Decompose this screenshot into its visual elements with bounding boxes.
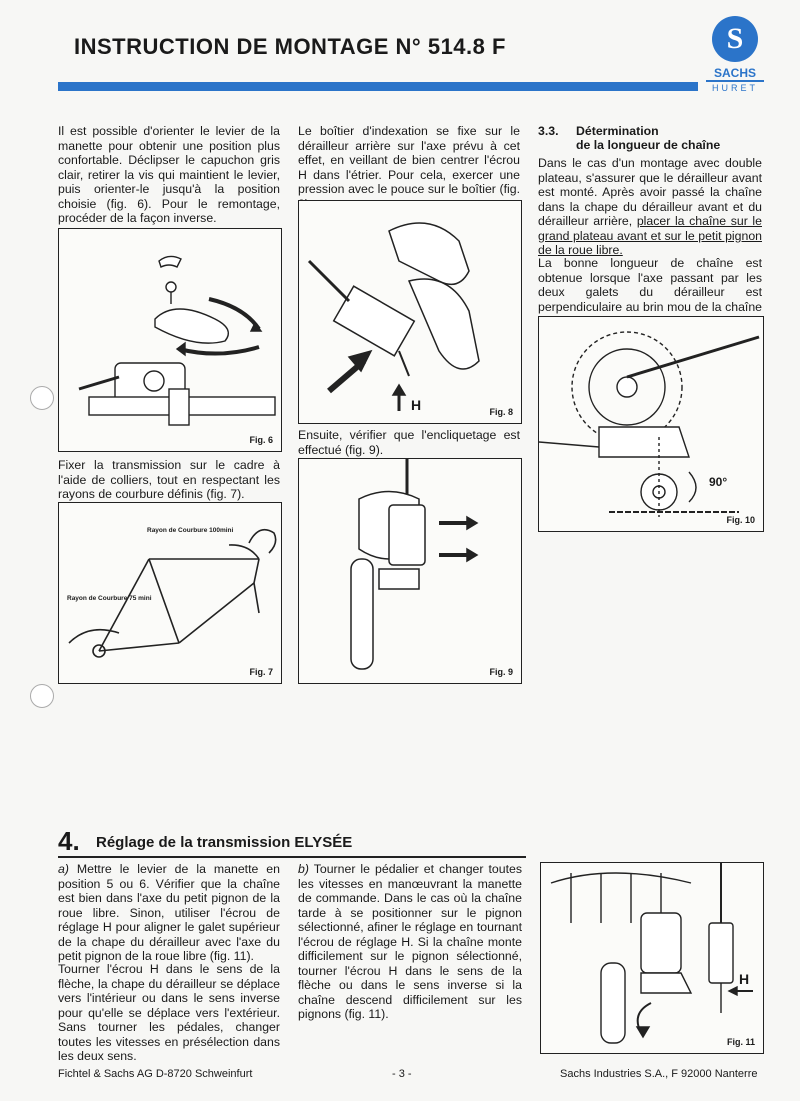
section-4-number: 4. [58, 826, 80, 856]
shifter-lever-illustration [59, 229, 281, 451]
section-4-a [58, 862, 280, 964]
fig8-h-label: H [411, 397, 422, 413]
figure-7-label: Fig. 7 [249, 667, 273, 677]
section-4-b-text: Tourner le pédalier et changer toutes les vitesses en manœuvrant la manette de commande. Dans le cas où la chaîne tarde à se positionner sur le pignon sélectionné, afiner le réglage en tournant l'écrou de réglage H. Si la chaîne monte difficilement sur le pignon sélectionné, tourner l'écrou H dans le sens de la flèche ou dans le sens inverse si la chaîne descend difficilement sur les pignons (fig. 11). [298, 862, 522, 1021]
col1-paragraph-1: Il est possible d'orienter le levier de la manette pour obtenir une position plus confortable. Déclipser le capuchon gris clair, retirer la vis qui maintient le levier, puis orienter-le jusqu'à la position choisie (fig. 6). Pour le remontage, procéder de la façon inverse. [58, 124, 280, 225]
section-4-title: Réglage de la transmission ELYSÉE [96, 834, 353, 851]
header-rule [58, 82, 698, 91]
elysee-adjustment-illustration [541, 863, 763, 1053]
figure-9 [298, 458, 522, 684]
logo-sub: HURET [706, 80, 764, 93]
chain-length-illustration [539, 317, 763, 531]
sachs-huret-logo [706, 16, 760, 94]
col3-paragraph-1-underlined: placer la chaîne sur le grand plateau avant et sur le petit pignon de la roue libre. [538, 214, 762, 257]
figure-10 [538, 316, 764, 532]
figure-9-label: Fig. 9 [489, 667, 513, 677]
binder-hole-bottom [30, 684, 54, 708]
logo-emblem: S [712, 16, 758, 62]
section-3-3-number: 3.3. [538, 124, 559, 138]
figure-7 [58, 502, 282, 684]
fig11-h-label: H [739, 971, 750, 987]
section-4-a-continued: Tourner l'écrou H dans le sens de la flèche, la chape du dérailleur se déplace vers l'intérieur ou dans le sens inverse pour qu'elle se déplace vers l'extérieur. Sans tourner les pédales, changer toutes les vitesses en présélection dans les deux sens. [58, 962, 280, 1063]
section-4-a-label: a) [58, 862, 69, 876]
page-number: - 3 - [392, 1068, 412, 1080]
col3-paragraph-1 [538, 156, 762, 258]
figure-8 [298, 200, 522, 424]
derailleur-housing-illustration [299, 201, 521, 423]
footer-left: Fichtel & Sachs AG D-8720 Schweinfurt [58, 1068, 253, 1080]
section-3-3-title-line1: Détermination [576, 124, 659, 138]
fig7-label-radius-75: Rayon de Courbure 75 mini [67, 595, 152, 602]
binder-hole-top [30, 386, 54, 410]
figure-6-label: Fig. 6 [249, 435, 273, 445]
col2-paragraph-2: Ensuite, vérifier que l'encliquetage est effectué (fig. 9). [298, 428, 520, 457]
figure-10-label: Fig. 10 [726, 515, 755, 525]
figure-6 [58, 228, 282, 452]
section-4-rule [58, 856, 526, 858]
footer-right: Sachs Industries S.A., F 92000 Nanterre [560, 1068, 758, 1080]
section-4-a-text: Mettre le levier de la manette en position 5 ou 6. Vérifier que la chaîne est bien dans l'axe du petit pignon de la roue libre. Sinon, utiliser l'écrou de réglage H pour aligner le galet supérieur de la chape du dérailleur avec l'axe du petit pignon de la roue libre (fig. 11). [58, 862, 280, 963]
figure-11 [540, 862, 764, 1054]
col3-paragraph-2: La bonne longueur de chaîne est obtenue lorsque l'axe passant par les deux galets du dérailleur est perpendiculaire au brin mou de la chaîne [538, 256, 762, 314]
figure-8-label: Fig. 8 [489, 407, 513, 417]
logo-brand: SACHS [713, 66, 756, 80]
col2-paragraph-1: Le boîtier d'indexation se fixe sur le dérailleur arrière sur l'axe prévu à cet effet, en veillant de bien centrer l'écrou H dans l'étrier. Pour cela, exercer une pression avec le pouce sur le boîtier (fig. [298, 124, 520, 196]
derailleur-click-illustration [299, 459, 521, 683]
section-4-b-label: b) [298, 862, 309, 876]
fig7-label-radius-100: Rayon de Courbure 100mini [147, 527, 234, 534]
section-4-b [298, 862, 522, 1022]
figure-11-label: Fig. 11 [726, 1037, 755, 1047]
section-3-3-title-line2: de la longueur de chaîne [576, 138, 721, 152]
document-title: INSTRUCTION DE MONTAGE N° 514.8 F [74, 34, 506, 59]
col1-paragraph-2: Fixer la transmission sur le cadre à l'aide de colliers, tout en respectant les rayons de courbure définis (fig. 7). [58, 458, 280, 501]
col3-paragraph-1-text: Dans le cas d'un montage avec double plateau, s'assurer que le dérailleur avant est monté. Après avoir passé la chaîne dans la chape du dérailleur avant et du dérailleur arrière, [538, 156, 762, 228]
fig10-angle-label: 90° [709, 475, 728, 489]
